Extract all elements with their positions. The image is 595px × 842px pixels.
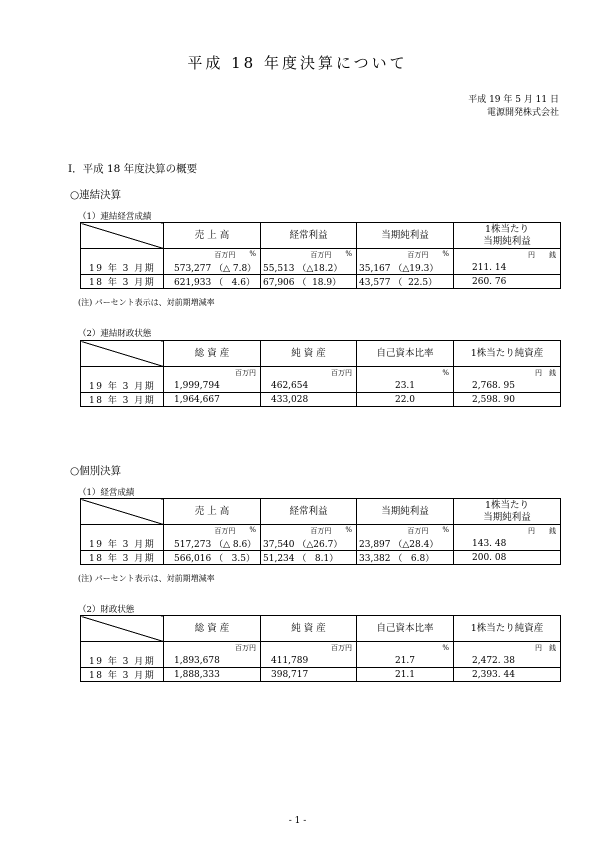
header-diagonal-cell [81,616,164,642]
header-diagonal-cell [81,499,164,525]
consolidated-financial-table: 総 資 産 純 資 産 自己資本比率 1株当たり純資産 百万円 百万円 % 円 銭 19 年 3 月期 1,999,794 462,654 23.1 2,768. 95 18 年 3 月期 1,964,667 433,028 22.0 2,598. 90 [80,340,561,407]
header-total-assets: 総 資 産 [164,341,261,367]
header-net-assets: 純 資 産 [261,341,357,367]
header-ordinary-income: 経常利益 [261,223,357,249]
nonconsolidated-heading: ○個別決算 [70,465,122,477]
header-sales: 売 上 高 [164,499,261,525]
report-date: 平成 19 年 5 月 11 日 [468,95,559,105]
page-number: - 1 - [288,816,307,826]
table-row: 18 年 3 月期 566,016 （ 3.5） 51,234 （ 8.1） 33,382 （ 6.8） 200. 08 [81,551,561,565]
header-net-assets: 純 資 産 [261,616,357,642]
header-bps: 1株当たり純資産 [454,616,561,642]
table-row: 19 年 3 月期 1,999,794 462,654 23.1 2,768. 95 [81,379,561,393]
nonconsolidated-results-table: 売 上 高 経常利益 当期純利益 1株当たり 当期純利益 % 百万円 % 百万円 % 百万円 銭 円 19 年 3 月期 517,273 （△ 8.6） 37,540 （△26.7） 23,897 （△28.4） 143. 48 18 年 3 月期 566,016 （ 3.5） 51,234 （ 8.1） 33,382 （ 6.8） 200. 08 [80,498,561,565]
header-net-income: 当期純利益 [357,499,454,525]
header-diagonal-cell [81,223,164,249]
table-row: 19 年 3 月期 573,277 （△ 7.8） 55,513 （△18.2） 35,167 （△19.3） 211. 14 [81,261,561,275]
header-eps: 1株当たり 当期純利益 [454,223,561,249]
date-block [468,94,559,120]
table-row: 19 年 3 月期 517,273 （△ 8.6） 37,540 （△26.7） 23,897 （△28.4） 143. 48 [81,537,561,551]
consolidated-financial-label: （2）連結財政状態 [78,329,152,339]
consolidated-results-label: （1）連結経営成績 [78,212,152,222]
nonconsolidated-financial-label: （2）財政状態 [78,605,135,615]
section-heading: Ⅰ．平成 18 年度決算の概要 [68,163,198,175]
header-total-assets: 総 資 産 [164,616,261,642]
percent-note: (注) パーセント表示は、対前期増減率 [78,298,215,307]
percent-note: (注) パーセント表示は、対前期増減率 [78,574,215,583]
table-row: 19 年 3 月期 1,893,678 411,789 21.7 2,472. 38 [81,654,561,668]
header-equity-ratio: 自己資本比率 [357,341,454,367]
page-title: 平成 18 年度決算について [187,54,408,72]
header-ordinary-income: 経常利益 [261,499,357,525]
consolidated-heading: ○連結決算 [70,189,122,201]
header-eps: 1株当たり 当期純利益 [454,499,561,525]
table-row: 18 年 3 月期 1,964,667 433,028 22.0 2,598. 90 [81,393,561,407]
header-bps: 1株当たり純資産 [454,341,561,367]
table-row: 18 年 3 月期 621,933 （ 4.6） 67,906 （ 18.9） 43,577 （ 22.5） 260. 76 [81,275,561,289]
header-diagonal-cell [81,341,164,367]
header-sales: 売 上 高 [164,223,261,249]
company-name: 電源開発株式会社 [486,108,559,118]
consolidated-results-table: 売 上 高 経常利益 当期純利益 1株当たり 当期純利益 % 百万円 % 百万円 % 百万円 銭 円 19 年 3 月期 573,277 （△ 7.8） 55,513 （△18.2） 35,167 （△19.3） 211. 14 18 年 3 月期 621,933 （ 4.6） 67,906 （ 18.9） 43,577 （ 22.5） 260. 76 [80,222,561,289]
header-net-income: 当期純利益 [357,223,454,249]
nonconsolidated-financial-table: 総 資 産 純 資 産 自己資本比率 1株当たり純資産 百万円 百万円 % 円 銭 19 年 3 月期 1,893,678 411,789 21.7 2,472. 38 18 年 3 月期 1,888,333 398,717 21.1 2,393. 44 [80,615,561,682]
nonconsolidated-results-label: （1）経営成績 [78,488,135,498]
header-equity-ratio: 自己資本比率 [357,616,454,642]
table-row: 18 年 3 月期 1,888,333 398,717 21.1 2,393. 44 [81,668,561,682]
